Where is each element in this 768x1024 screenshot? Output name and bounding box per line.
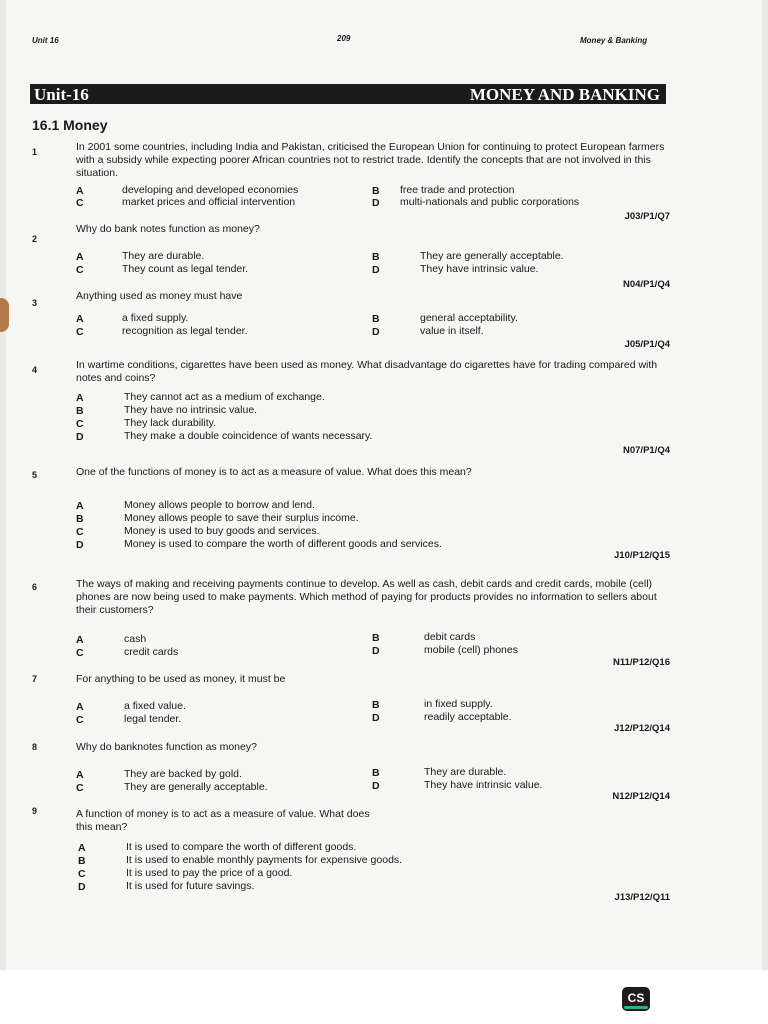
option-c[interactable]: Money is used to buy goods and services.: [124, 525, 320, 537]
option-letter-c: C: [76, 197, 84, 209]
question-stem: The ways of making and receiving payments continue to develop. As well as cash, debit cards and credit cards, mobile (cell) phones are now being used to make payments. Which method of paying for products provides no information to sellers about their customers?: [76, 578, 657, 616]
option-a[interactable]: cash: [124, 633, 147, 645]
bottom-band: [0, 970, 768, 1024]
option-a[interactable]: It is used to compare the worth of different goods.: [126, 841, 357, 853]
option-letter-c: C: [76, 264, 84, 276]
option-letter-a: A: [76, 251, 84, 263]
question-number: 4: [32, 365, 38, 375]
unit-title-bar: [30, 84, 666, 104]
option-a[interactable]: They are durable.: [122, 250, 205, 262]
option-letter-d: D: [372, 780, 380, 792]
question-reference: J03/P1/Q7: [624, 211, 670, 222]
option-b[interactable]: Money allows people to save their surplus income.: [124, 512, 359, 524]
question-stem: In 2001 some countries, including India and Pakistan, criticised the European Union for continuing to protect European farmers with a subsidy while expecting poorer African countries not to restrict trade. Identify the concepts that are not involved in this situation.: [76, 141, 665, 179]
option-letter-a: A: [76, 392, 84, 404]
question-stem: For anything to be used as money, it must be: [76, 673, 286, 685]
option-letter-d: D: [76, 539, 84, 551]
option-d[interactable]: readily acceptable.: [424, 711, 512, 723]
option-letter-b: B: [372, 313, 380, 325]
option-letter-c: C: [76, 418, 84, 430]
question-stem: Why do bank notes function as money?: [76, 223, 260, 235]
option-letter-d: D: [78, 881, 86, 893]
question-number: 6: [32, 582, 38, 592]
header-page-number: 209: [337, 34, 351, 43]
option-c[interactable]: They count as legal tender.: [122, 263, 249, 275]
question-stem: A function of money is to act as a measure of value. What does this mean?: [76, 808, 370, 833]
header-chapter: Money & Banking: [580, 36, 648, 45]
option-letter-b: B: [372, 251, 380, 263]
question-reference: N04/P1/Q4: [623, 279, 670, 290]
question-stem: Why do banknotes function as money?: [76, 741, 257, 753]
option-letter-b: B: [78, 855, 86, 867]
question-stem: One of the functions of money is to act as a measure of value. What does this mean?: [76, 466, 472, 478]
option-b[interactable]: They have no intrinsic value.: [124, 404, 258, 416]
question-reference: N11/P12/Q16: [612, 657, 670, 668]
unit-title: MONEY AND BANKING: [469, 85, 660, 104]
question-reference: N12/P12/Q14: [612, 791, 670, 802]
option-b[interactable]: general acceptability.: [420, 312, 518, 324]
option-c[interactable]: credit cards: [124, 646, 179, 658]
option-b[interactable]: in fixed supply.: [424, 698, 493, 710]
option-letter-b: B: [372, 767, 380, 779]
option-letter-d: D: [372, 712, 380, 724]
option-letter-a: A: [76, 769, 84, 781]
option-d[interactable]: Money is used to compare the worth of different goods and services.: [124, 538, 442, 550]
option-d[interactable]: mobile (cell) phones: [424, 644, 518, 656]
option-letter-c: C: [76, 714, 84, 726]
option-letter-c: C: [78, 868, 86, 880]
option-b[interactable]: They are generally acceptable.: [420, 250, 564, 262]
option-letter-b: B: [372, 699, 380, 711]
option-c[interactable]: recognition as legal tender.: [122, 325, 248, 337]
option-c[interactable]: market prices and official intervention: [122, 196, 296, 208]
option-letter-a: A: [76, 185, 84, 197]
option-letter-b: B: [372, 185, 380, 197]
question-reference: J10/P12/Q15: [614, 550, 670, 561]
option-d[interactable]: multi-nationals and public corporations: [400, 196, 580, 208]
question-number: 9: [32, 806, 38, 816]
thumb-shadow: [0, 298, 9, 332]
option-d[interactable]: It is used for future savings.: [126, 880, 255, 892]
section-heading: 16.1 Money: [32, 117, 108, 133]
option-letter-a: A: [76, 701, 84, 713]
option-d[interactable]: They make a double coincidence of wants necessary.: [124, 430, 373, 442]
question-number: 2: [32, 234, 38, 244]
option-letter-c: C: [76, 647, 84, 659]
option-a[interactable]: a fixed value.: [124, 700, 186, 712]
option-b[interactable]: debit cards: [424, 631, 476, 643]
question-number: 7: [32, 674, 38, 684]
option-b[interactable]: free trade and protection: [400, 184, 515, 196]
option-a[interactable]: Money allows people to borrow and lend.: [124, 499, 315, 511]
question-reference: J12/P12/Q14: [614, 723, 670, 734]
camscanner-logo-icon: CS: [622, 987, 650, 1011]
option-a[interactable]: developing and developed economies: [122, 184, 299, 196]
question-reference: N07/P1/Q4: [623, 445, 670, 456]
option-letter-c: C: [76, 526, 84, 538]
option-b[interactable]: They are durable.: [424, 766, 507, 778]
option-a[interactable]: They cannot act as a medium of exchange.: [124, 391, 325, 403]
option-c[interactable]: They are generally acceptable.: [124, 781, 268, 793]
option-letter-a: A: [78, 842, 86, 854]
unit-label: Unit-16: [34, 85, 89, 104]
option-b[interactable]: It is used to enable monthly payments for expensive goods.: [126, 854, 403, 866]
option-letter-b: B: [76, 405, 84, 417]
option-a[interactable]: They are backed by gold.: [124, 768, 242, 780]
option-c[interactable]: legal tender.: [124, 713, 182, 725]
option-c[interactable]: It is used to pay the price of a good.: [126, 867, 293, 879]
question-number: 1: [32, 147, 38, 157]
question-reference: J13/P12/Q11: [614, 892, 670, 903]
option-letter-b: B: [372, 632, 380, 644]
option-d[interactable]: They have intrinsic value.: [420, 263, 539, 275]
option-d[interactable]: They have intrinsic value.: [424, 779, 543, 791]
option-c[interactable]: They lack durability.: [124, 417, 217, 429]
option-letter-b: B: [76, 513, 84, 525]
option-letter-d: D: [372, 326, 380, 338]
option-letter-d: D: [372, 645, 380, 657]
option-d[interactable]: value in itself.: [420, 325, 484, 337]
question-number: 5: [32, 470, 38, 480]
header-unit: Unit 16: [32, 36, 59, 45]
option-letter-a: A: [76, 500, 84, 512]
option-letter-d: D: [76, 431, 84, 443]
question-reference: J05/P1/Q4: [624, 339, 670, 350]
question-stem: Anything used as money must have: [76, 290, 243, 302]
option-letter-d: D: [372, 197, 380, 209]
question-number: 3: [32, 298, 38, 308]
option-letter-a: A: [76, 634, 84, 646]
question-stem: In wartime conditions, cigarettes have been used as money. What disadvantage do cigarettes have for trading compared with notes and coins?: [76, 359, 658, 384]
question-number: 8: [32, 742, 38, 752]
option-a[interactable]: a fixed supply.: [122, 312, 189, 324]
option-letter-c: C: [76, 326, 84, 338]
option-letter-a: A: [76, 313, 84, 325]
option-letter-d: D: [372, 264, 380, 276]
option-letter-c: C: [76, 782, 84, 794]
